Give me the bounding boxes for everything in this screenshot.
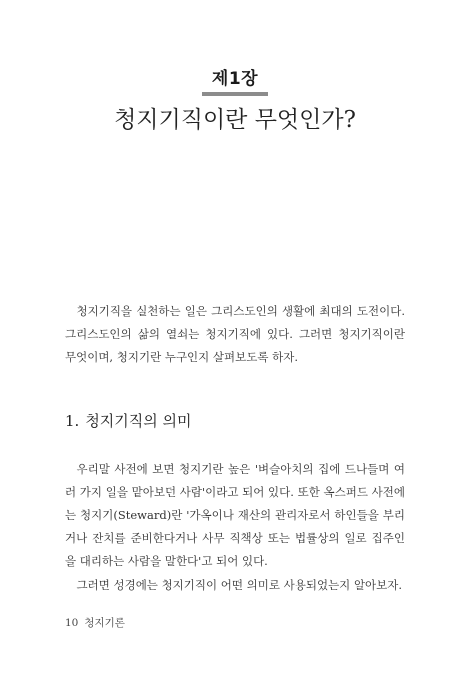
- section-title: 청지기직의 의미: [85, 412, 192, 430]
- chapter-title: 청지기직이란 무엇인가?: [114, 107, 356, 133]
- section-heading: [65, 410, 192, 431]
- chapter-rule: [202, 92, 268, 96]
- running-title: 청지기론: [84, 617, 125, 629]
- section-number: 1.: [65, 412, 80, 430]
- body-paragraph-1: 우리말 사전에 보면 청지기란 높은 '벼슬아치의 집에 드나들며 여러 가지 일을 맡아보던 사람'이라고 되어 있다. 또한 옥스퍼드 사전에는 청지기(Steward)란 '가옥이나 재산의 관리자로서 하인들을 부리거나 잔치를 준비한다거나 사무 직책상 또는 법률상의 일로 집주인을 대리하는 사람을 말한다'고 되어 있다.: [65, 462, 405, 568]
- page-footer: [65, 615, 125, 630]
- body-paragraph-2: 그러면 성경에는 청지기직이 어떤 의미로 사용되었는지 알아보자.: [76, 578, 403, 592]
- chapter-label: 제1장: [211, 69, 259, 89]
- intro-paragraph: 청지기직을 실천하는 일은 그리스도인의 생활에 최대의 도전이다. 그리스도인의 삶의 열쇠는 청지기직에 있다. 그러면 청지기직이란 무엇이며, 청지기란 누구인지 살펴보도록 하자.: [65, 304, 405, 364]
- page-number: 10: [65, 617, 79, 629]
